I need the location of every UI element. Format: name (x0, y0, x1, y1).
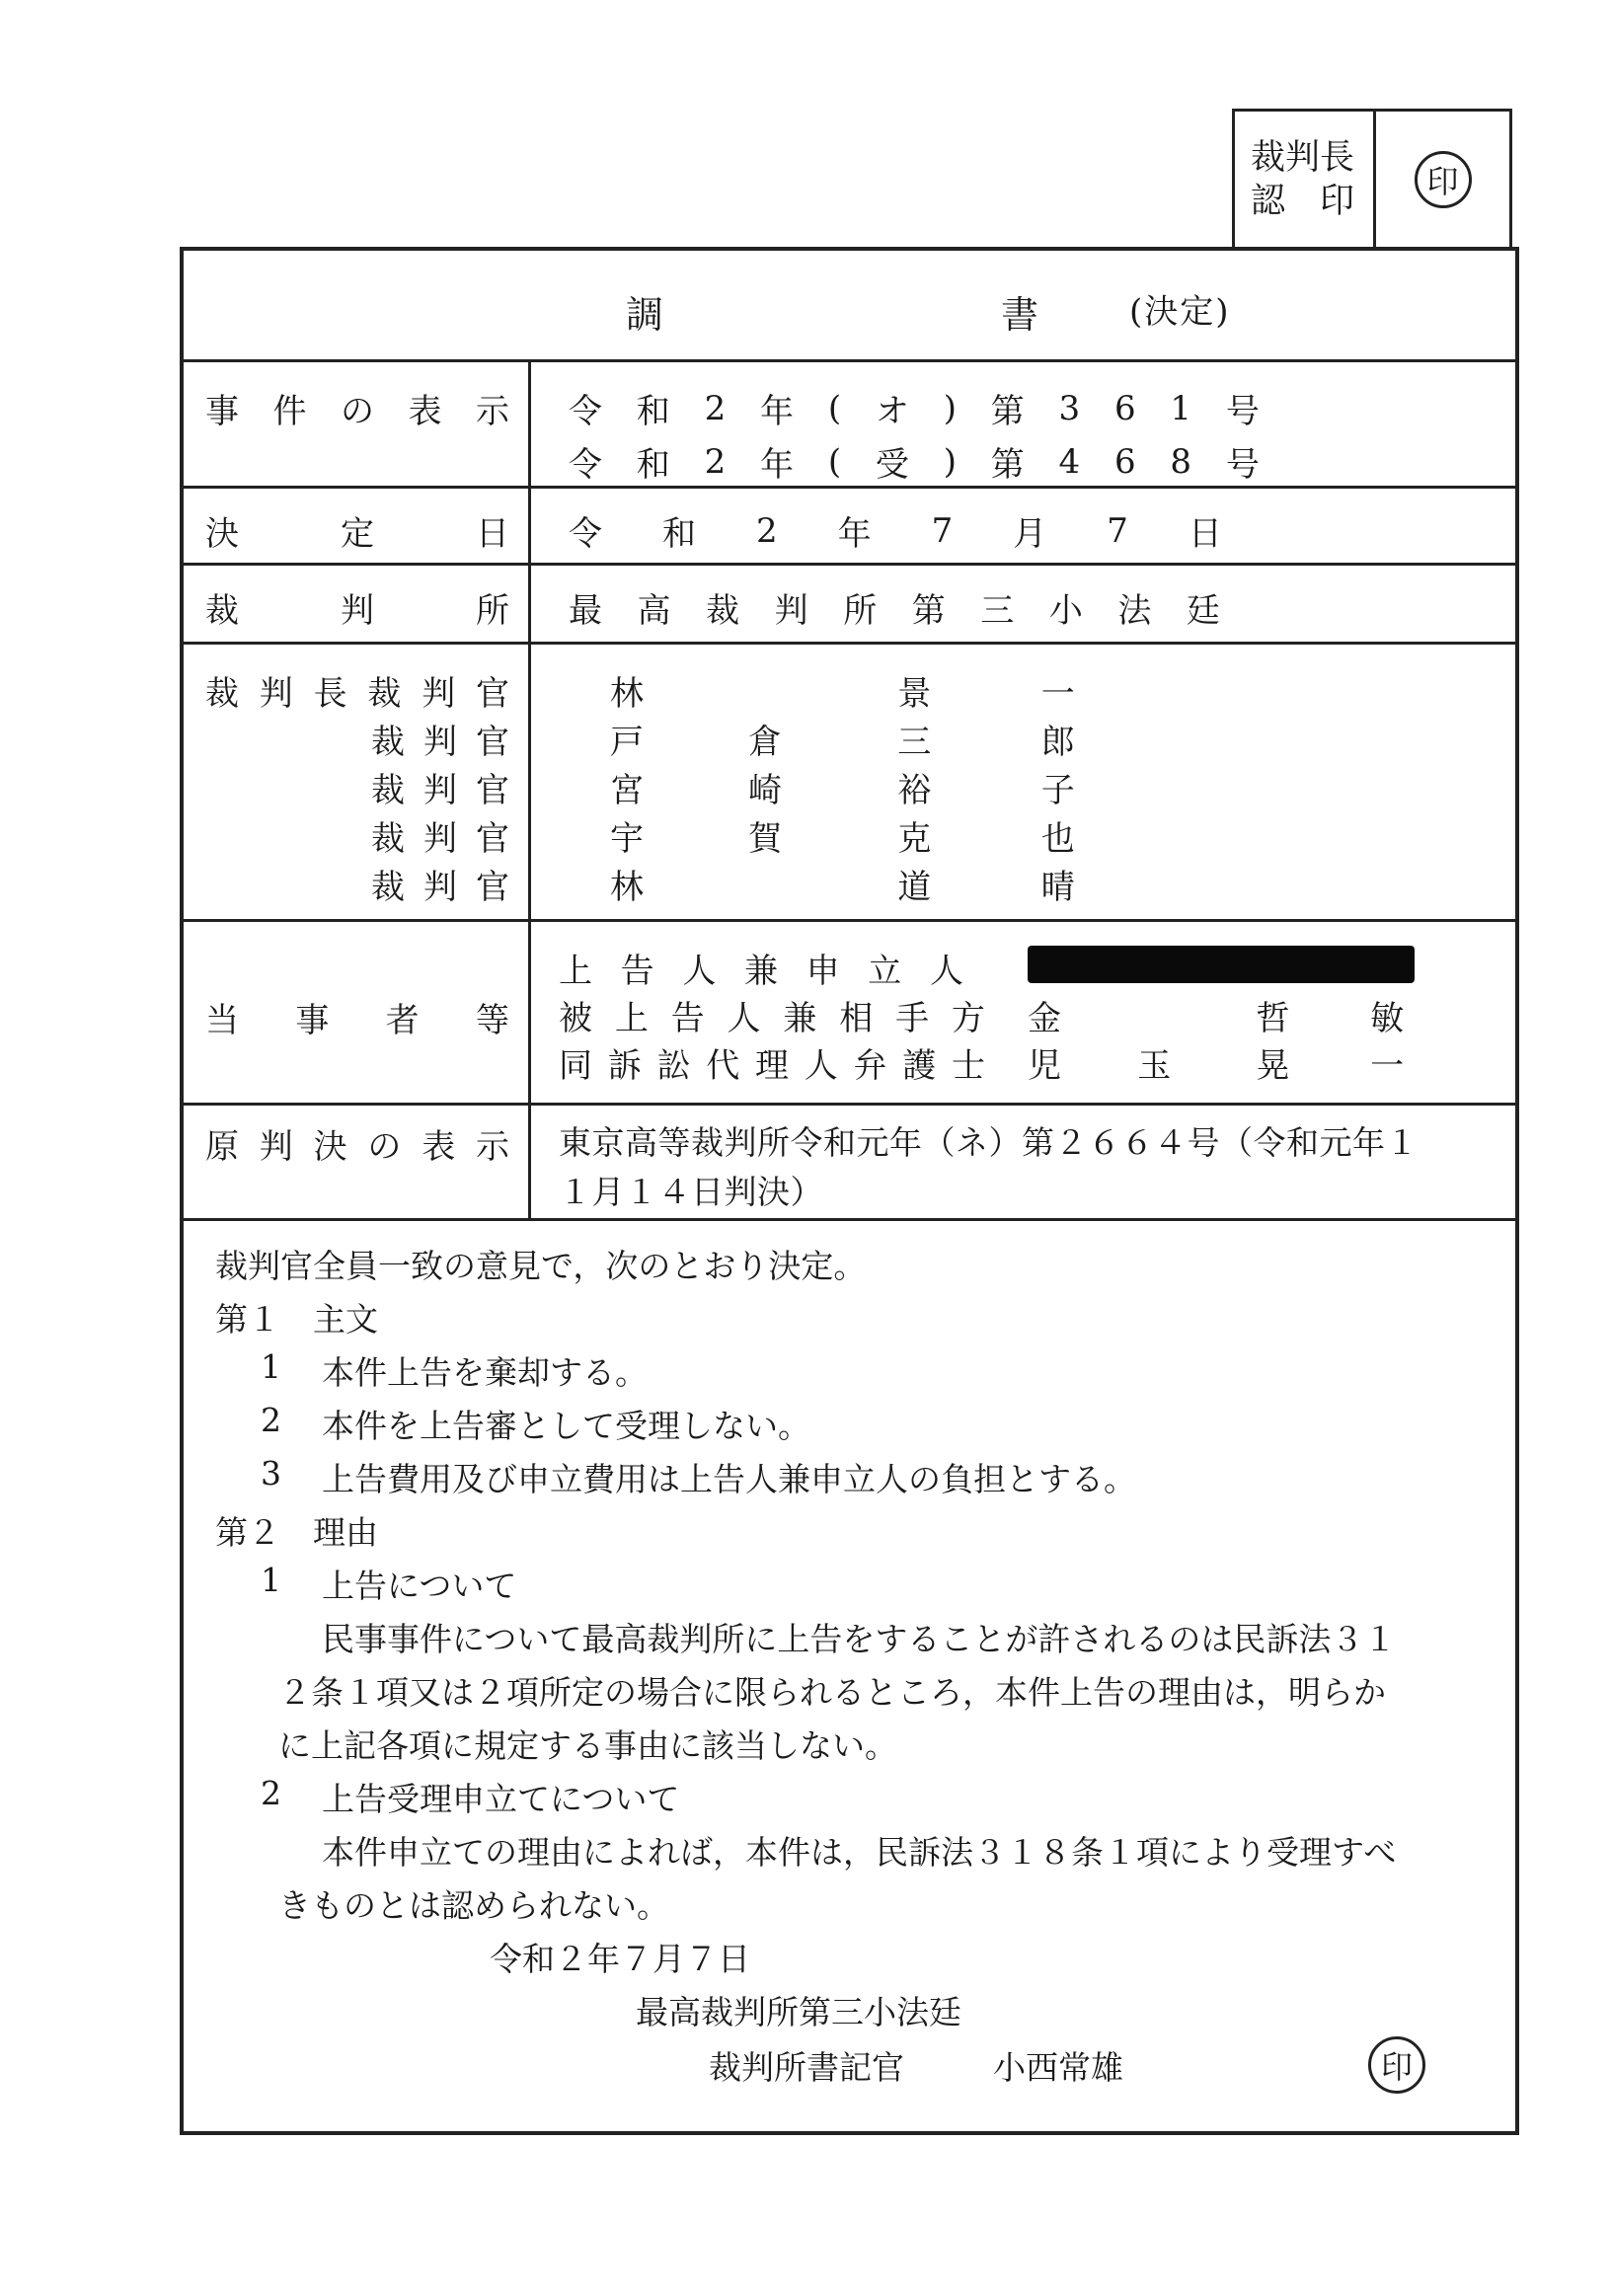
reason-line: 本件申立ての理由によれば，本件は，民訴法３１８条１項により受理すべ (322, 1833, 1397, 1872)
judge-title-4 (371, 811, 509, 860)
name-char: 裕 (897, 771, 932, 810)
court-label-cell (184, 566, 531, 642)
title-char-2: 書 (1001, 293, 1039, 337)
redaction-bar (1028, 946, 1415, 983)
char: 判 (774, 591, 808, 631)
char: 方 (951, 999, 985, 1038)
party-role (559, 1038, 985, 1087)
char: 立 (868, 952, 902, 991)
char: 兼 (783, 999, 817, 1038)
name-char: 一 (1040, 674, 1075, 714)
char: 裁 (371, 819, 405, 859)
court-value (569, 583, 1220, 632)
original-line-1: 東京高等裁判所令和元年（ネ）第２６６４号（令和元年１ (559, 1123, 1419, 1162)
char: 第 (990, 392, 1025, 431)
char: 年 (760, 445, 795, 485)
char: 官 (476, 723, 509, 762)
name-char: 常 (1058, 2048, 1091, 2087)
name-char: 戸 (610, 723, 644, 762)
reason-line: に上記各項に規定する事由に該当しない。 (278, 1726, 897, 1765)
char: 等 (475, 1001, 509, 1040)
char: 7 (931, 510, 954, 551)
name-char: 児 (1028, 1046, 1061, 1086)
decision-date-row (184, 489, 1515, 566)
char: 令 (569, 445, 602, 485)
case-row (184, 362, 1515, 489)
char: 判 (423, 771, 457, 810)
party-role (559, 991, 985, 1039)
char: 同 (559, 1046, 592, 1086)
char: 上 (614, 999, 649, 1038)
item-number: 3 (261, 1454, 281, 1492)
reason-line: 民事事件について最高裁判所に上告をすることが許されるのは民訴法３１ (322, 1620, 1397, 1658)
char: 兼 (743, 952, 778, 991)
original-value-cell (531, 1106, 1515, 1218)
char: 手 (895, 999, 930, 1038)
char: 2 (756, 510, 778, 551)
body-intro: 裁判官全員一致の意見で，次のとおり決定。 (215, 1247, 867, 1285)
char: 被 (559, 999, 592, 1038)
char: 所 (843, 591, 878, 631)
court-label (205, 583, 509, 632)
char: 2 (704, 388, 727, 428)
name-char: 崎 (748, 771, 782, 810)
decision-date-value (569, 506, 1222, 555)
judges-row (184, 645, 1515, 922)
seal-stamp: 印 (1415, 151, 1472, 208)
char: 6 (1113, 388, 1136, 428)
char: 三 (980, 591, 1015, 631)
name-char: 西 (1026, 2048, 1058, 2087)
name-char: 道 (897, 868, 932, 907)
char: 判 (259, 674, 293, 714)
char: 6 (1113, 441, 1136, 482)
title-kind: (決定) (1129, 292, 1231, 332)
reason-heading: 上告について (322, 1567, 517, 1605)
name-char: 克 (897, 819, 932, 859)
char: 原 (205, 1127, 239, 1167)
reason-line: ２条１項又は２項所定の場合に限られるところ，本件上告の理由は，明らか (278, 1673, 1386, 1712)
clerk-name (993, 2042, 1348, 2089)
name-char: 宮 (610, 771, 644, 810)
name-char: 也 (1040, 819, 1075, 859)
char: 8 (1170, 441, 1192, 482)
char: 示 (475, 1127, 509, 1167)
char: 官 (476, 771, 509, 810)
char: 月 (1013, 514, 1047, 554)
name-char: 晴 (1040, 868, 1075, 907)
name-char: 景 (897, 674, 932, 714)
char: 最 (569, 591, 602, 631)
item-text: 本件上告を棄却する。 (322, 1353, 648, 1392)
char: 件 (272, 392, 307, 431)
item-number: 2 (261, 1401, 281, 1439)
char: 弁 (853, 1046, 887, 1086)
char: 第 (911, 591, 946, 631)
char: オ (875, 392, 909, 431)
name-char: 金 (1028, 999, 1061, 1038)
approval-seal-cell (1376, 112, 1509, 247)
char: 長 (313, 674, 347, 714)
char: 法 (1117, 591, 1152, 631)
char: 人 (727, 999, 761, 1038)
decision-date-value-cell (531, 489, 1515, 563)
title-char-1: 調 (626, 293, 664, 337)
char: 令 (569, 392, 602, 431)
reason-heading: 上告受理申立てについて (322, 1780, 680, 1818)
item-text: 本件を上告審として受理しない。 (322, 1407, 810, 1445)
char: 裁 (367, 674, 402, 714)
char: 令 (569, 514, 602, 554)
char: 裁 (205, 674, 239, 714)
char: ( (827, 441, 842, 482)
case-label-cell (184, 362, 531, 486)
char: 事 (205, 392, 239, 431)
char: 理 (755, 1046, 789, 1086)
approval-line1: 裁判長 (1251, 137, 1355, 178)
char: 代 (706, 1046, 740, 1086)
judges-value-cell (531, 645, 1515, 919)
parties-label (205, 993, 509, 1041)
char: 裁 (371, 723, 405, 762)
name-char: 敏 (1370, 999, 1405, 1038)
approval-box (1232, 109, 1512, 250)
item-number: 1 (261, 1561, 281, 1599)
char: 和 (662, 514, 696, 554)
char: 人 (682, 952, 717, 991)
char: 3 (1058, 388, 1081, 428)
name-char: 小 (993, 2048, 1026, 2087)
char: 小 (1048, 591, 1083, 631)
char: 判 (341, 591, 374, 631)
section-heading-reason: 第２ 理由 (215, 1513, 378, 1552)
char: 第 (990, 445, 1025, 485)
char: 訟 (656, 1046, 691, 1086)
reason-line: きものとは認められない。 (278, 1886, 669, 1925)
char: ) (943, 441, 957, 482)
name-char: 玉 (1137, 1046, 1172, 1086)
party-role (559, 944, 963, 992)
case-number-2 (569, 437, 1260, 486)
name-char: 雄 (1091, 2048, 1123, 2087)
char: の (341, 392, 374, 431)
char: 示 (476, 392, 509, 431)
char: 申 (806, 952, 840, 991)
item-number: 1 (261, 1347, 281, 1386)
judge-title-5 (371, 860, 509, 908)
char: 裁 (205, 591, 239, 631)
signature-court: 最高裁判所第三小法廷 (636, 1993, 961, 2031)
parties-label-cell (184, 922, 531, 1103)
char: 告 (620, 952, 654, 991)
decision-date-label (205, 506, 509, 555)
case-number-1 (569, 384, 1260, 432)
court-value-cell (531, 566, 1515, 642)
char: 当 (205, 1001, 239, 1040)
char: 高 (637, 591, 671, 631)
char: 号 (1225, 445, 1260, 485)
char: 年 (837, 514, 872, 554)
case-value-cell (531, 362, 1515, 486)
judges-label-cell (184, 645, 531, 919)
approval-label (1235, 112, 1376, 247)
char: 官 (475, 674, 509, 714)
char: の (367, 1127, 402, 1167)
char: 裁 (706, 591, 740, 631)
char: 者 (385, 1001, 420, 1040)
char: 官 (476, 819, 509, 859)
name-char: 林 (610, 674, 644, 714)
char: 判 (259, 1127, 293, 1167)
char: 士 (952, 1046, 985, 1086)
decision-date-label-cell (184, 489, 531, 563)
char: 日 (476, 514, 509, 554)
char: 表 (422, 1127, 456, 1167)
name-char: 宇 (610, 819, 644, 859)
case-label (205, 384, 509, 432)
name-char: 賀 (748, 819, 782, 859)
char: 訴 (607, 1046, 642, 1086)
char: 所 (476, 591, 509, 631)
char: 護 (902, 1046, 937, 1086)
section-heading-main: 第１ 主文 (215, 1300, 378, 1339)
char: 裁 (371, 771, 405, 810)
original-judgment-row (184, 1106, 1515, 1221)
name-char: 一 (1370, 1046, 1405, 1086)
char: 人 (929, 952, 963, 991)
char: 判 (423, 819, 457, 859)
char: 告 (670, 999, 705, 1038)
char: ( (827, 388, 842, 428)
item-text: 上告費用及び申立費用は上告人兼申立人の負担とする。 (322, 1460, 1136, 1498)
char: 人 (804, 1046, 838, 1086)
char: 日 (1188, 514, 1222, 554)
clerk-title: 裁判所書記官 (709, 2048, 904, 2087)
char: 受 (875, 445, 909, 485)
char: 裁 (371, 868, 405, 907)
name-char: 子 (1040, 771, 1075, 810)
char: 判 (423, 723, 457, 762)
char: ) (943, 388, 957, 428)
char: 官 (476, 868, 509, 907)
judge-title-2 (371, 715, 509, 763)
char: 2 (704, 441, 727, 482)
char: 年 (760, 392, 795, 431)
char: 1 (1170, 388, 1192, 428)
name-char: 郎 (1040, 723, 1075, 762)
approval-line2: 認 印 (1251, 181, 1355, 221)
char: 号 (1225, 392, 1260, 431)
decision-body (184, 1221, 1515, 2131)
original-label (205, 1119, 509, 1168)
char: 決 (313, 1127, 347, 1167)
char: 上 (559, 952, 592, 991)
char: 4 (1058, 441, 1081, 482)
char: 相 (839, 999, 874, 1038)
name-char: 晃 (1256, 1046, 1290, 1086)
document-frame (180, 247, 1519, 2135)
char: 判 (422, 674, 456, 714)
char: 表 (408, 392, 442, 431)
char: 和 (636, 392, 670, 431)
char: 事 (295, 1001, 330, 1040)
name-char: 倉 (748, 723, 782, 762)
parties-value-cell (531, 922, 1515, 1103)
char: 7 (1107, 510, 1128, 551)
judge-title-1 (205, 666, 509, 715)
parties-row (184, 922, 1515, 1106)
char: 和 (636, 445, 670, 485)
clerk-seal: 印 (1368, 2036, 1425, 2094)
name-char: 三 (897, 723, 932, 762)
judge-title-3 (371, 763, 509, 811)
court-row (184, 566, 1515, 645)
title-row (184, 251, 1515, 362)
char: 判 (423, 868, 457, 907)
name-char: 哲 (1256, 999, 1290, 1038)
char: 決 (205, 514, 239, 554)
original-label-cell (184, 1106, 531, 1218)
original-line-2: １月１４日判決） (559, 1173, 823, 1211)
signature-date: 令和２年７月７日 (490, 1940, 750, 1978)
item-number: 2 (261, 1774, 281, 1812)
char: 定 (341, 514, 374, 554)
name-char: 林 (610, 868, 644, 907)
char: 廷 (1186, 591, 1220, 631)
